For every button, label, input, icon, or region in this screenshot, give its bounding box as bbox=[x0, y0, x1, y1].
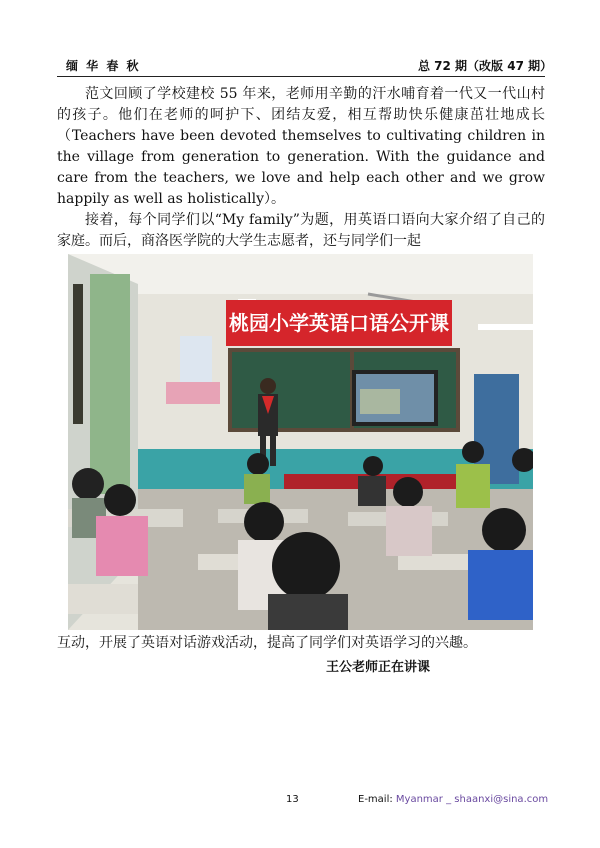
footer-email bbox=[358, 794, 548, 805]
banner-text: 桃园小学英语口语公开课 bbox=[229, 311, 449, 335]
classroom-photo bbox=[68, 254, 533, 630]
publication-title: 缅 华 春 秋 bbox=[66, 59, 141, 73]
paragraph-1: 范文回顾了学校建校 55 年来，老师用辛勤的汗水哺育着一代又一代山村的孩子。他们在老师的呵护下、团结友爱，相互帮助快乐健康茁壮地成长（Teachers have been devoted themselves to cultivating children in the village from generation to generation. With the guidance and care from the teachers, we love and help each other and we grow happily as well as holistically）。 bbox=[57, 86, 545, 207]
paragraph-2: 接着，每个同学们以“My family”为题，用英语口语向大家介绍了自己的家庭。而后，商洛医学院的大学生志愿者，还与同学们一起 bbox=[57, 212, 545, 249]
email-label: E-mail: bbox=[358, 794, 393, 805]
email-link[interactable]: Myanmar _ shaanxi@sina.com bbox=[395, 794, 549, 805]
photo-caption: 王公老师正在讲课 bbox=[326, 660, 431, 675]
issue-number: 总 72 期（改版 47 期） bbox=[418, 59, 553, 73]
header-divider bbox=[57, 76, 545, 77]
paragraph-3: 互动，开展了英语对话游戏活动，提高了同学们对英语学习的兴趣。 bbox=[57, 635, 477, 651]
page-number: 13 bbox=[286, 794, 299, 805]
